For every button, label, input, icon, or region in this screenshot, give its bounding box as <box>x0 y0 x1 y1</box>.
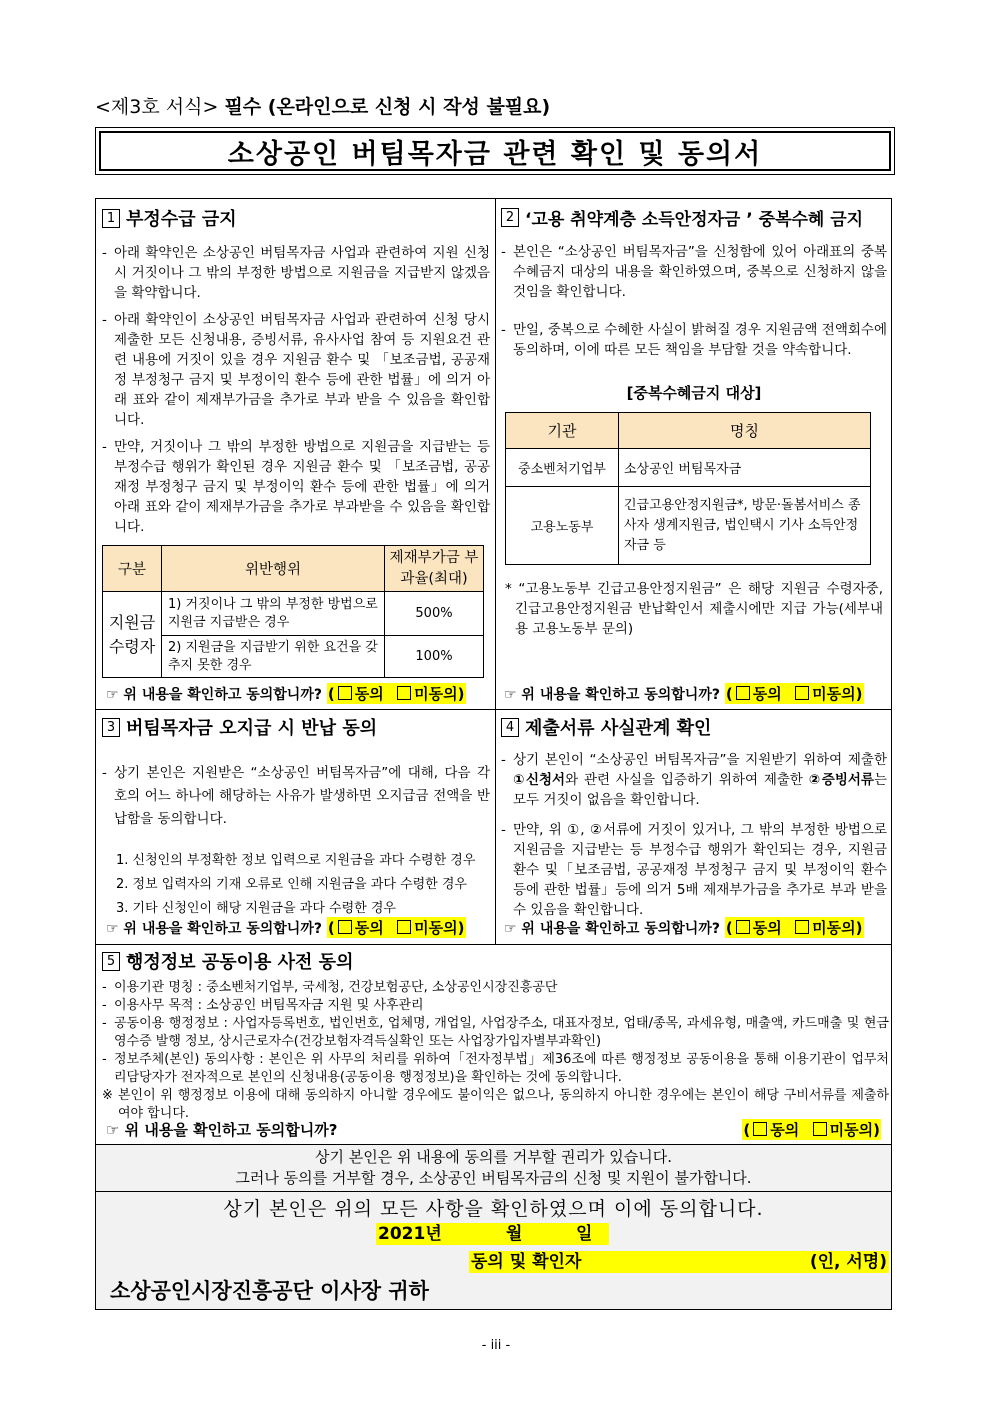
list-item: - 이용기관 명칭 : 중소벤처기업부, 국세청, 건강보험공단, 소상공인시장진흥공단 <box>102 980 558 995</box>
table-cell-act: 2) 지원금을 지급받기 위한 요건을 갖추지 못한 경우 <box>162 636 385 678</box>
list-item: - 아래 확약인은 소상공인 버팀목자금 사업과 관련하여 지원 신청 시 거짓이나 그 밖의 부정한 방법으로 지원금을 지급받지 않겠음을 확약합니다. <box>102 245 490 301</box>
agree-label: 동의 <box>752 685 782 703</box>
list-item: - 공동이용 행정정보 : 사업자등록번호, 법인번호, 업체명, 개업일, 사업장주소, 대표자정보, 업태/종목, 과세유형, 매출액, 카드매출 및 현금영수증 발행 정보, 상시근로자수(건강보험자격득실확인 또는 사업장가입자별부과확인) <box>102 1016 889 1049</box>
application-form-ref: ①신청서 <box>513 772 566 788</box>
confirm-row-2: ☞ 위 내용을 확인하고 동의합니까? ( 동의 미동의) <box>504 685 863 703</box>
list-item: - 만약, 거짓이나 그 밖의 부정한 방법으로 지원금을 지급받는 등 부정수급 행위가 확인된 경우 지원금 환수 및 「보조금법, 공공재정 부정청구 금지 및 부정이익 환수 등에 관한 법률」에 의거 아래 표와 같이 제재부가금을 추가로 부과받을 수 있음을 확인합니다. <box>102 439 490 535</box>
title-box <box>95 127 895 175</box>
section-heading <box>501 714 887 740</box>
notice-line: 그러나 동의를 거부할 경우, 소상공인 버팀목자금의 신청 및 지원이 불가합니다. <box>235 1169 752 1187</box>
disagree-label: 미동의 <box>812 685 856 703</box>
section-title: 버팀목자금 오지급 시 반납 동의 <box>126 718 378 739</box>
agree-label: 동의 <box>770 1121 800 1139</box>
list-item: 3. 기타 신청인이 해당 지원금을 과다 수령한 경우 <box>116 901 396 916</box>
section-number: 1 <box>102 209 120 228</box>
list-item: 1. 신청인의 부정확한 정보 입력으로 지원금을 과다 수령한 경우 <box>116 853 476 868</box>
table-cell-rate: 500% <box>385 592 484 636</box>
confirm-question: ☞ 위 내용을 확인하고 동의합니까? <box>504 920 720 937</box>
section-heading <box>102 714 490 740</box>
agree-checkbox[interactable] <box>736 686 750 700</box>
confirm-row-3: ☞ 위 내용을 확인하고 동의합니까? ( 동의 미동의) <box>106 919 465 937</box>
page-number: - iii - <box>481 1338 511 1353</box>
list-item: - 이용사무 목적 : 소상공인 버팀목자금 지원 및 사후관리 <box>102 998 424 1013</box>
day-label: 일 <box>576 1224 593 1244</box>
disagree-label: 미동의 <box>414 919 458 937</box>
disagree-checkbox[interactable] <box>813 1122 827 1136</box>
confirm-question: ☞ 위 내용을 확인하고 동의합니까? <box>504 686 720 703</box>
duplicate-note: * “고용노동부 긴급고용안정지원금” 은 해당 지원금 수령자중, 긴급고용안정지원금 반납확인서 제출시에만 지급 가능(세부내용 고용노동부 문의) <box>505 581 883 637</box>
disagree-checkbox[interactable] <box>397 686 411 700</box>
section-admin-info-sharing <box>102 948 889 1123</box>
table-cell-act: 1) 거짓이나 그 밖의 부정한 방법으로 지원금 지급받은 경우 <box>162 592 385 636</box>
confirm-question: ☞ 위 내용을 확인하고 동의합니까? <box>106 920 322 937</box>
table-header-type: 구분 <box>103 546 162 592</box>
refund-list <box>116 849 490 921</box>
disagree-label: 미동의 <box>829 1121 874 1139</box>
signer-label: 동의 및 확인자 <box>471 1252 582 1272</box>
agree-checkbox[interactable] <box>753 1122 767 1136</box>
list-item: 2. 정보 입력자의 기재 오류로 인해 지원금을 과다 수령한 경우 <box>116 877 467 892</box>
main-form <box>95 198 892 1310</box>
table-cell-name: 소상공인 버팀목자금 <box>619 449 871 487</box>
seal-label: (인, 서명) <box>809 1252 887 1272</box>
refusal-notice <box>96 1145 891 1191</box>
confirm-row-5: ☞ 위 내용을 확인하고 동의합니까? ( 동의 미동의) <box>106 1121 880 1139</box>
table-cell-org: 고용노동부 <box>506 487 619 565</box>
agree-label: 동의 <box>354 685 384 703</box>
section-title: ‘고용 취약계층 소득안정자금 ’ 중복수혜 금지 <box>525 210 864 230</box>
section-duplicate-benefit <box>501 205 887 639</box>
table-cell-name: 긴급고용안정지원금*, 방문·돌봄서비스 종사자 생계지원금, 법인택시 기사 소득안정자금 등 <box>619 487 871 565</box>
confirm-question: ☞ 위 내용을 확인하고 동의합니까? <box>106 686 322 703</box>
date-field[interactable] <box>376 1223 609 1245</box>
signature-area <box>96 1192 891 1309</box>
section-heading <box>102 205 490 231</box>
duplicate-table-title: [중복수혜금지 대상] <box>626 384 762 402</box>
divider <box>96 944 891 945</box>
note-item: ※ 본인이 위 행정정보 이용에 대해 동의하지 아니할 경우에도 불이익은 없으나, 동의하지 아니한 경우에는 본인이 해당 구비서류를 제출하여야 합니다. <box>102 1088 889 1121</box>
agree-checkbox[interactable] <box>338 920 352 934</box>
list-item: - 아래 확약인이 소상공인 버팀목자금 사업과 관련하여 신청 당시 제출한 모든 신청내용, 증빙서류, 유사사업 참여 등 지원요건 관련 내용에 거짓이 있을 경우 지원금 환수 및 「보조금법, 공공재정 부정청구 금지 및 부정이익 환수 등에 관한 법률」에 의거 아래 표와 같이 제재부가금을 추가로 부과 받을 수 있음을 확인합니다. <box>102 312 490 428</box>
table-header-rate: 제재부가금 부과율(최대) <box>385 546 484 592</box>
section-refund-consent <box>102 714 490 921</box>
section-heading <box>501 205 887 230</box>
agree-label: 동의 <box>354 919 384 937</box>
confirm-question: ☞ 위 내용을 확인하고 동의합니까? <box>106 1121 338 1139</box>
confirm-row-1: ☞ 위 내용을 확인하고 동의합니까? ( 동의 미동의) <box>106 685 465 703</box>
section-number: 3 <box>102 718 120 737</box>
agree-checkbox[interactable] <box>338 686 352 700</box>
table-header-org: 기관 <box>506 413 619 449</box>
form-label <box>95 92 550 119</box>
section-number: 2 <box>501 208 519 227</box>
agree-checkbox[interactable] <box>736 920 750 934</box>
notice-line: 상기 본인은 위 내용에 동의를 거부할 권리가 있습니다. <box>315 1148 672 1166</box>
section-title: 행정정보 공동이용 사전 동의 <box>126 952 354 973</box>
document-title: 소상공인 버팀목자금 관련 확인 및 동의서 <box>99 131 891 171</box>
year-label: 2021년 <box>378 1224 442 1244</box>
table-cell-type: 지원금 수령자 <box>103 592 162 678</box>
section-number: 5 <box>102 952 120 971</box>
section-heading <box>102 948 889 974</box>
section-title: 제출서류 사실관계 확인 <box>525 718 712 739</box>
disagree-checkbox[interactable] <box>397 920 411 934</box>
table-header-name: 명칭 <box>619 413 871 449</box>
section-document-verification <box>501 714 887 920</box>
list-item: - 본인은 “소상공인 버팀목자금”을 신청함에 있어 아래표의 중복수혜금지 대상의 내용을 확인하였으며, 중복으로 신청하지 않을 것임을 확인합니다. <box>501 244 887 300</box>
form-label-required: 필수 (온라인으로 신청 시 작성 불필요) <box>224 96 551 118</box>
table-header-act: 위반행위 <box>162 546 385 592</box>
section-number: 4 <box>501 718 519 737</box>
agree-label: 동의 <box>752 919 782 937</box>
table-cell-org: 중소벤처기업부 <box>506 449 619 487</box>
month-label: 월 <box>506 1224 523 1244</box>
list-item: - 만약, 위 ①, ②서류에 거짓이 있거나, 그 밖의 부정한 방법으로 지원금을 지급받는 등 부정수급 행위가 확인되는 경우, 지원금 환수 및「보조금법, 공공재정 부정청구 금지 및 부정이익 환수 등에 관한 법률」등에 의거 5배 제재부가금을 추가로 부과 받을 수 있음을 확인합니다. <box>501 822 887 918</box>
confirm-row-4: ☞ 위 내용을 확인하고 동의합니까? ( 동의 미동의) <box>504 919 863 937</box>
disagree-label: 미동의 <box>812 919 856 937</box>
recipient: 소상공인시장진흥공단 이사장 귀하 <box>110 1279 429 1303</box>
form-label-prefix: <제3호 서식> <box>95 96 225 118</box>
table-cell-rate: 100% <box>385 636 484 678</box>
column-divider <box>495 199 496 944</box>
list-item: - 정보주체(본인) 동의사항 : 본인은 위 사무의 처리를 위하여「전자정부법」제36조에 따른 행정정보 공동이용을 통해 이용기관이 업무처리담당자가 전자적으로 본인의 신청내용(공동이용 행정정보)을 확인하는 것에 동의합니다. <box>102 1052 889 1085</box>
section-title: 부정수급 금지 <box>126 209 237 230</box>
section-fraud-prohibition <box>102 205 490 678</box>
disagree-checkbox[interactable] <box>795 920 809 934</box>
sanction-table <box>102 545 484 678</box>
list-item: - 만일, 중복으로 수혜한 사실이 밝혀질 경우 지원금액 전액회수에 동의하며, 이에 따른 모든 책임을 부담할 것을 약속합니다. <box>501 322 887 358</box>
list-item: - 상기 본인이 “소상공인 버팀목자금”을 지원받기 위하여 제출한 ①신청서와 관련 사실을 입증하기 위하여 제출한 ②증빙서류는 모두 거짓이 없음을 확인합니다. <box>501 752 887 808</box>
consent-statement: 상기 본인은 위의 모든 사항을 확인하였으며 이에 동의합니다. <box>223 1198 764 1220</box>
duplicate-table <box>505 412 871 565</box>
disagree-checkbox[interactable] <box>795 686 809 700</box>
divider <box>96 709 891 710</box>
signer-field[interactable] <box>469 1251 889 1273</box>
disagree-label: 미동의 <box>414 685 458 703</box>
list-item: - 상기 본인은 지원받은 “소상공인 버팀목자금”에 대해, 다음 각 호의 어느 하나에 해당하는 사유가 발생하면 오지급금 전액을 반납함을 동의합니다. <box>102 765 490 827</box>
evidence-docs-ref: ②증빙서류 <box>808 772 874 788</box>
